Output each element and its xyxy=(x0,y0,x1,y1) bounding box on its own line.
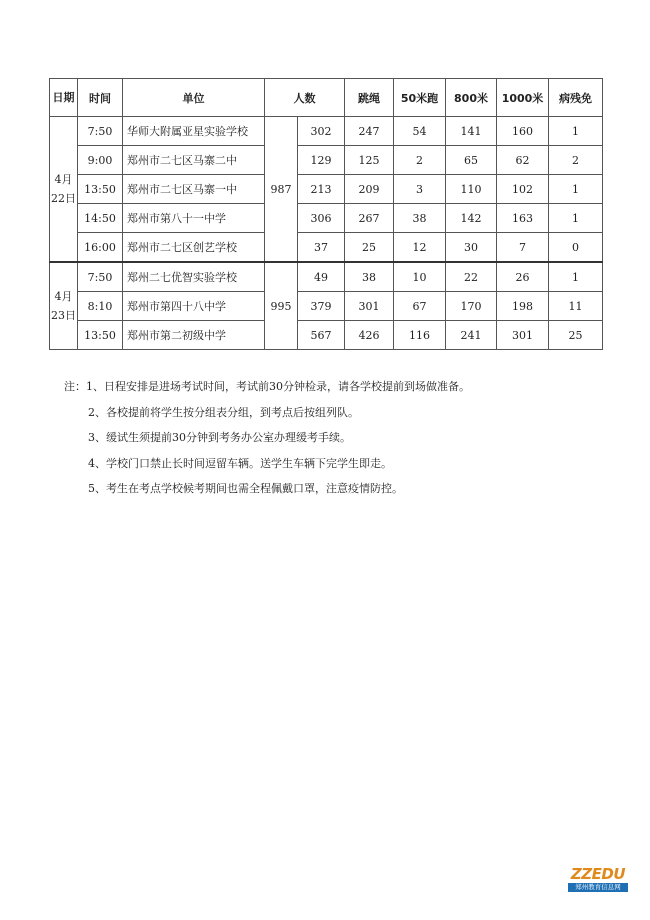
exempt-cell: 11 xyxy=(549,292,603,321)
total-cell: 987 xyxy=(265,117,298,263)
header-800m: 800米 xyxy=(446,79,497,117)
800m-cell: 110 xyxy=(446,175,497,204)
time-cell: 9:00 xyxy=(78,146,123,175)
count-cell: 129 xyxy=(298,146,345,175)
50m-cell: 10 xyxy=(394,262,446,292)
exempt-cell: 25 xyxy=(549,321,603,350)
50m-cell: 12 xyxy=(394,233,446,263)
date-cell: 4月22日 xyxy=(50,117,78,263)
count-cell: 567 xyxy=(298,321,345,350)
notes-prefix: 注： xyxy=(64,380,86,393)
table-row xyxy=(50,233,603,263)
total-cell: 995 xyxy=(265,262,298,350)
count-cell: 302 xyxy=(298,117,345,146)
note-item xyxy=(64,374,470,400)
table-row xyxy=(50,262,603,292)
800m-cell: 30 xyxy=(446,233,497,263)
note-text: 1、日程安排是进场考试时间，考试前30分钟检录，请各学校提前到场做准备。 xyxy=(86,380,470,393)
1000m-cell: 26 xyxy=(497,262,549,292)
1000m-cell: 160 xyxy=(497,117,549,146)
50m-cell: 38 xyxy=(394,204,446,233)
table-header-row xyxy=(50,79,603,117)
header-rope: 跳绳 xyxy=(345,79,394,117)
rope-cell: 38 xyxy=(345,262,394,292)
800m-cell: 170 xyxy=(446,292,497,321)
count-cell: 37 xyxy=(298,233,345,263)
table-row xyxy=(50,321,603,350)
header-count: 人数 xyxy=(265,79,345,117)
logo-mark: ZZEDU xyxy=(570,865,626,883)
header-unit: 单位 xyxy=(123,79,265,117)
table-row xyxy=(50,117,603,146)
note-item xyxy=(64,451,470,477)
count-cell: 379 xyxy=(298,292,345,321)
800m-cell: 241 xyxy=(446,321,497,350)
exempt-cell: 1 xyxy=(549,175,603,204)
800m-cell: 22 xyxy=(446,262,497,292)
rope-cell: 267 xyxy=(345,204,394,233)
table-row xyxy=(50,146,603,175)
50m-cell: 3 xyxy=(394,175,446,204)
800m-cell: 65 xyxy=(446,146,497,175)
unit-cell: 郑州市第二初级中学 xyxy=(123,321,265,350)
exempt-cell: 0 xyxy=(549,233,603,263)
1000m-cell: 198 xyxy=(497,292,549,321)
site-logo xyxy=(568,866,628,898)
header-50m: 50米跑 xyxy=(394,79,446,117)
50m-cell: 67 xyxy=(394,292,446,321)
1000m-cell: 163 xyxy=(497,204,549,233)
50m-cell: 2 xyxy=(394,146,446,175)
unit-cell: 郑州市第八十一中学 xyxy=(123,204,265,233)
time-cell: 7:50 xyxy=(78,117,123,146)
table-row xyxy=(50,204,603,233)
rope-cell: 301 xyxy=(345,292,394,321)
1000m-cell: 301 xyxy=(497,321,549,350)
time-cell: 16:00 xyxy=(78,233,123,263)
note-text: 5、考生在考点学校候考期间也需全程佩戴口罩，注意疫情防控。 xyxy=(88,482,403,495)
header-time: 时间 xyxy=(78,79,123,117)
rope-cell: 426 xyxy=(345,321,394,350)
exempt-cell: 1 xyxy=(549,204,603,233)
count-cell: 49 xyxy=(298,262,345,292)
table-row xyxy=(50,175,603,204)
rope-cell: 209 xyxy=(345,175,394,204)
50m-cell: 54 xyxy=(394,117,446,146)
time-cell: 13:50 xyxy=(78,175,123,204)
time-cell: 13:50 xyxy=(78,321,123,350)
unit-cell: 郑州市第四十八中学 xyxy=(123,292,265,321)
note-text: 4、学校门口禁止长时间逗留车辆。送学生车辆下完学生即走。 xyxy=(88,456,392,470)
logo-subtitle: 郑州教育信息网 xyxy=(568,883,628,892)
rope-cell: 125 xyxy=(345,146,394,175)
800m-cell: 142 xyxy=(446,204,497,233)
exempt-cell: 1 xyxy=(549,117,603,146)
time-cell: 8:10 xyxy=(78,292,123,321)
time-cell: 14:50 xyxy=(78,204,123,233)
unit-cell: 郑州市二七区马寨二中 xyxy=(123,146,265,175)
exempt-cell: 1 xyxy=(549,262,603,292)
rope-cell: 247 xyxy=(345,117,394,146)
note-item xyxy=(64,400,470,426)
table-row xyxy=(50,292,603,321)
50m-cell: 116 xyxy=(394,321,446,350)
note-item xyxy=(64,425,470,451)
1000m-cell: 102 xyxy=(497,175,549,204)
header-exempt: 病残免 xyxy=(549,79,603,117)
1000m-cell: 7 xyxy=(497,233,549,263)
time-cell: 7:50 xyxy=(78,262,123,292)
unit-cell: 郑州二七优智实验学校 xyxy=(123,262,265,292)
unit-cell: 郑州市二七区马寨一中 xyxy=(123,175,265,204)
exempt-cell: 2 xyxy=(549,146,603,175)
count-cell: 213 xyxy=(298,175,345,204)
notes-section xyxy=(64,374,470,502)
1000m-cell: 62 xyxy=(497,146,549,175)
unit-cell: 华师大附属亚星实验学校 xyxy=(123,117,265,146)
unit-cell: 郑州市二七区创艺学校 xyxy=(123,233,265,263)
note-item xyxy=(64,476,470,502)
header-date: 日期 xyxy=(50,79,78,117)
header-1000m: 1000米 xyxy=(497,79,549,117)
800m-cell: 141 xyxy=(446,117,497,146)
date-cell: 4月23日 xyxy=(50,262,78,350)
note-text: 3、缓试生须提前30分钟到考务办公室办理缓考手续。 xyxy=(88,431,351,444)
schedule-table xyxy=(49,78,603,350)
count-cell: 306 xyxy=(298,204,345,233)
rope-cell: 25 xyxy=(345,233,394,263)
note-text: 2、各校提前将学生按分组表分组，到考点后按组列队。 xyxy=(88,405,359,419)
